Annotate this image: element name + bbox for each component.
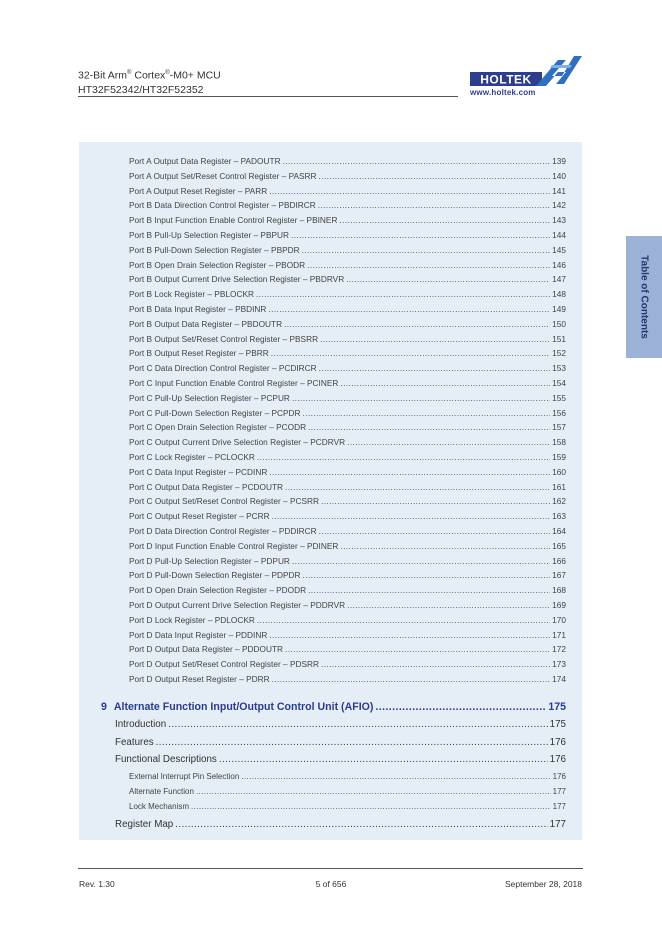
leader-dots [292,393,550,402]
toc-entry[interactable] [129,304,566,314]
entry-page-number: 156 [552,407,566,418]
website-link[interactable]: www.holtek.com [470,88,536,97]
entry-title: Alternate Function [129,786,194,796]
entry-page-number: 162 [552,496,566,507]
toc-entry[interactable] [129,600,566,610]
entry-page-number: 176 [549,754,566,765]
entry-page-number: 168 [552,585,566,596]
entry-title: Register Map [115,819,174,830]
leader-dots [168,719,547,730]
toc-entry[interactable] [129,467,566,477]
toc-entry[interactable] [129,260,566,270]
leader-dots [319,363,550,372]
entry-page-number: 167 [552,570,566,581]
leader-dots [191,802,551,811]
entry-page-number: 163 [552,511,566,522]
entry-page-number: 171 [552,629,566,640]
entry-page-number: 175 [549,719,566,730]
entry-page-number: 148 [552,289,566,300]
leader-dots [285,644,550,653]
page-counter: 5 of 656 [315,879,347,889]
toc-entry[interactable] [129,556,566,566]
entry-page-number: 169 [552,600,566,610]
revision-label: Rev. 1.30 [79,879,115,889]
entry-page-number: 151 [552,333,566,344]
leader-dots [303,408,551,417]
leader-dots [292,556,550,565]
leader-dots [347,437,550,446]
leader-dots [272,511,551,520]
entry-title: Port D Pull-Up Selection Register – PDPUR [129,555,290,566]
leader-dots [271,348,550,357]
entry-page-number: 145 [552,244,566,255]
toc-entry[interactable] [129,644,566,654]
entry-title: Port C Open Drain Selection Register – PCODR [129,422,307,433]
toc-entry[interactable] [129,526,566,536]
leader-dots [283,156,551,165]
leader-dots [196,787,551,796]
leader-dots [318,200,550,209]
entry-page-number: 154 [552,378,566,388]
entry-page-number: 161 [552,481,566,492]
toc-entry[interactable] [129,215,566,225]
entry-page-number: 152 [552,348,566,359]
entry-title: Port C Data Direction Control Register – PCDIRCR [129,363,317,374]
entry-page-number: 150 [552,318,566,329]
entry-page-number: 147 [552,274,566,285]
document-title [78,66,221,97]
leader-dots [269,467,550,476]
toc-entry[interactable] [115,719,566,730]
leader-dots [257,615,550,624]
toc-entry[interactable] [129,363,566,373]
entry-title: Port B Output Set/Reset Control Register – PBSRR [129,333,319,344]
toc-entry[interactable] [129,186,566,196]
toc-entry[interactable] [129,496,566,506]
entry-page-number: 159 [552,452,566,462]
toc-entry[interactable] [129,482,566,492]
entry-page-number: 140 [552,170,566,181]
entry-page-number: 172 [552,644,566,655]
entry-title: External Interrupt Pin Selection [129,771,240,781]
leader-dots [375,701,546,713]
entry-page-number: 174 [552,674,566,684]
toc-entry[interactable] [129,378,566,388]
toc-entry[interactable] [129,230,566,240]
leader-dots [321,496,550,505]
leader-dots [302,245,551,254]
entry-page-number: 173 [552,659,566,670]
entry-title: Port C Output Reset Register – PCRR [129,511,270,522]
toc-entry[interactable] [129,802,566,811]
toc-entry[interactable] [129,289,566,299]
entry-title: Port B Pull-Up Selection Register – PBPUR [129,230,290,240]
leader-dots [308,422,550,431]
entry-page-number: 143 [552,215,566,226]
entry-page-number: 164 [552,526,566,536]
entry-title: Port B Data Direction Control Register – PBDIRCR [129,200,316,211]
leader-dots [347,600,550,609]
entry-page-number: 149 [552,304,566,314]
entry-page-number: 157 [552,422,566,433]
leader-dots [256,289,550,298]
entry-page-number: 176 [549,736,566,748]
entry-title: Port B Lock Register – PBLOCKR [129,289,254,300]
leader-dots [175,819,547,830]
toc-entry[interactable] [129,334,566,344]
entry-title: Port D Output Current Drive Selection Register – PDDRVR [129,600,346,610]
entry-title: Port D Output Data Register – PDDOUTR [129,644,284,655]
section-tab[interactable]: Table of Contents [626,236,662,358]
entry-title: Port A Output Reset Register – PARR [129,185,268,196]
entry-title: Port B Data Input Register – PBDINR [129,304,267,314]
svg-text:HOLTEK: HOLTEK [480,72,532,87]
toc-entry[interactable] [129,585,566,595]
toc-entry[interactable] [129,393,566,403]
entry-page-number: 165 [552,540,566,551]
toc-entry[interactable] [129,408,566,418]
header-divider [78,96,458,97]
toc-entry[interactable] [129,674,566,684]
toc-entry[interactable] [129,772,566,781]
toc-entry[interactable] [129,570,566,580]
entry-title: Port D Lock Register – PDLOCKR [129,614,255,625]
entry-title: Port B Open Drain Selection Register – PBODR [129,259,306,270]
product-family: 32-Bit Arm® Cortex®-M0+ MCU [78,69,221,82]
toc-entry[interactable] [115,737,566,748]
leader-dots [257,452,550,461]
entry-page-number: 141 [552,185,566,196]
toc-entry[interactable] [129,659,566,669]
entry-title: Port A Output Set/Reset Control Register – PASRR [129,170,317,181]
leader-dots [319,171,551,180]
entry-title: Port D Open Drain Selection Register – PDODR [129,585,307,596]
toc-entry[interactable] [129,437,566,447]
toc-entry[interactable] [129,200,566,210]
leader-dots [303,570,551,579]
toc-entry[interactable] [129,452,566,462]
toc-entry[interactable] [129,171,566,181]
entry-page-number: 177 [552,801,566,811]
part-numbers: HT32F52342/HT32F52352 [78,83,204,96]
entry-title: Port D Output Set/Reset Control Register – PDSRR [129,659,319,670]
entry-page-number: 177 [552,786,566,796]
toc-entry[interactable] [129,348,566,358]
entry-page-number: 142 [552,200,566,211]
leader-dots [340,541,550,550]
entry-title: Port C Pull-Up Selection Register – PCPUR [129,392,290,403]
entry-title: Port D Pull-Down Selection Register – PDPDR [129,570,301,581]
entry-title: Functional Descriptions [115,754,217,765]
leader-dots [319,526,550,535]
toc-entry[interactable] [129,511,566,521]
entry-title: Port C Output Set/Reset Control Register – PCSRR [129,496,319,507]
entry-page-number: 139 [552,156,566,166]
toc-entry[interactable] [129,274,566,284]
leader-dots [346,274,550,283]
entry-title: Port D Output Reset Register – PDRR [129,674,270,684]
toc-entry[interactable] [129,615,566,625]
entry-page-number: 158 [552,437,566,448]
entry-title: Port C Input Function Enable Control Register – PCINER [129,378,339,388]
entry-title: Lock Mechanism [129,801,190,811]
entry-page-number: 160 [552,466,566,477]
toc-entry[interactable] [115,754,566,765]
entry-title: Port B Input Function Enable Control Register – PBINER [129,215,338,226]
entry-page-number: 166 [552,555,566,566]
leader-dots [268,304,550,313]
entry-title: Features [115,736,154,748]
entry-title: Port B Output Current Drive Selection Register – PBDRVR [129,274,345,285]
leader-dots [269,630,550,639]
footer-divider [78,868,583,869]
leader-dots [320,334,550,343]
release-date: September 28, 2018 [504,879,582,889]
leader-dots [285,482,550,491]
leader-dots [156,737,548,748]
leader-dots [308,585,550,594]
entry-title: Port C Output Data Register – PCDOUTR [129,481,284,492]
entry-page-number: 146 [552,259,566,270]
entry-title: Port C Lock Register – PCLOCKR [129,452,255,462]
leader-dots [340,378,550,387]
toc-entry[interactable] [129,156,566,166]
entry-page-number: 176 [552,771,566,781]
entry-title: Port C Pull-Down Selection Register – PCPDR [129,407,301,418]
entry-title: Port D Data Input Register – PDDINR [129,629,268,640]
leader-dots [272,674,551,683]
toc-entry[interactable] [129,422,566,432]
leader-dots [269,186,550,195]
entry-title: Port B Output Reset Register – PBRR [129,348,269,359]
toc-entry[interactable] [129,541,566,551]
entry-page-number: 170 [552,614,566,625]
toc-entry[interactable] [129,319,566,329]
toc-entry[interactable] [129,245,566,255]
entry-title: Port C Data Input Register – PCDINR [129,466,268,477]
leader-dots [219,754,548,765]
entry-title: Port B Output Data Register – PBDOUTR [129,318,283,329]
entry-title: Port B Pull-Down Selection Register – PBPDR [129,244,300,255]
leader-dots [291,230,550,239]
entry-title: Port D Data Direction Control Register – PDDIRCR [129,526,317,536]
entry-page-number: 153 [552,363,566,374]
leader-dots [284,319,550,328]
entry-page-number: 155 [552,392,566,403]
chapter-heading[interactable]: 9 Alternate Function Input/Output Control Unit (AFIO) ..... 175 [101,701,566,713]
leader-dots [321,659,550,668]
toc-entry[interactable] [129,630,566,640]
entry-title: Introduction [115,719,167,730]
entry-title: Port D Input Function Enable Control Register – PDINER [129,540,339,551]
toc-entry[interactable] [115,819,566,830]
chapter-page-number: 175 [548,701,566,713]
toc-entry[interactable] [129,787,566,796]
leader-dots [339,215,550,224]
entry-page-number: 144 [552,230,566,240]
entry-page-number: 177 [549,819,566,830]
entry-title: Port A Output Data Register – PADOUTR [129,156,281,166]
leader-dots [241,772,550,781]
leader-dots [307,260,550,269]
entry-title: Port C Output Current Drive Selection Register – PCDRVR [129,437,346,448]
